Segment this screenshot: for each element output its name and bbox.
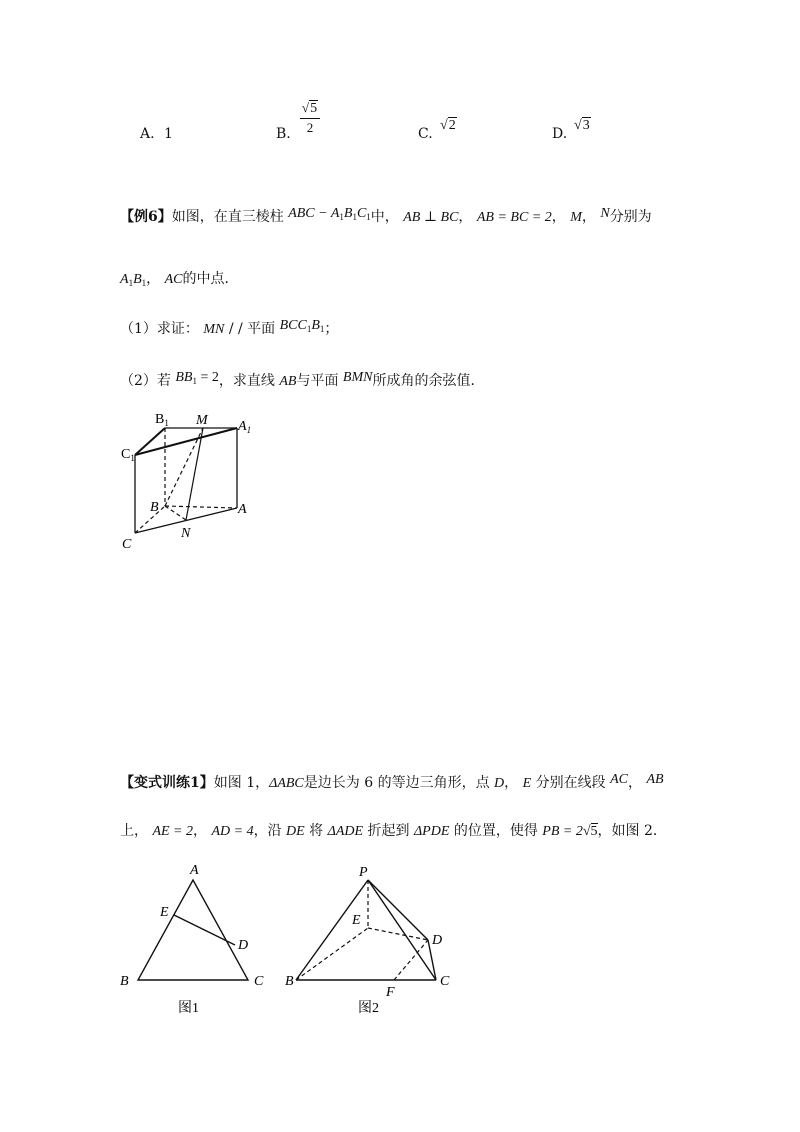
triangle-abc: ΔABC — [269, 776, 304, 791]
q2-bmn: BMN — [342, 370, 373, 385]
edge-pb — [296, 880, 368, 980]
fig2-caption: 图2 — [358, 1001, 379, 1016]
point-d: D — [494, 776, 505, 791]
punct: ， — [627, 775, 642, 791]
fig1-label-d: D — [238, 938, 249, 953]
example6-line2-end: 的中点． — [182, 271, 239, 287]
fig2-label-e: E — [352, 913, 361, 928]
label-n: N — [181, 526, 191, 541]
variant-text7: ，如图 2． — [597, 823, 667, 839]
segment-ab-label: AB — [646, 772, 664, 787]
example6-tag: 【例6】 — [120, 209, 172, 225]
label-a: A — [238, 502, 247, 517]
q2-bb1: $BB_1 = 2$ — [175, 370, 219, 386]
choice-c-label: C. — [418, 126, 433, 142]
fig2-label-b: B — [285, 974, 294, 989]
fig2-label-d: D — [432, 933, 443, 948]
point-e: E — [522, 776, 532, 791]
triangle-ade: ΔADE — [327, 824, 364, 839]
label-c1: $C_1$ — [121, 447, 135, 463]
fig1-label-c: C — [254, 974, 264, 989]
choice-a-label: A. — [140, 126, 155, 142]
segment-ac: AC — [164, 272, 183, 287]
q2-prefix: （2）若 — [120, 373, 171, 389]
q1-end: ； — [324, 321, 339, 337]
ae-value: AE = 2 — [152, 824, 194, 839]
triangle-pde: ΔPDE — [413, 824, 450, 839]
q1-prefix: （1）求证： — [120, 321, 199, 337]
punct: ， — [458, 209, 473, 225]
label-c: C — [122, 537, 132, 552]
point-n: N — [600, 206, 610, 221]
label-b1: $B_1$ — [155, 412, 169, 428]
punct: ， — [551, 209, 566, 225]
example6-split: 分别为 — [609, 209, 652, 225]
punct: ， — [146, 271, 161, 287]
variant-text5: 折起到 — [367, 823, 410, 839]
point-m: M — [570, 210, 582, 225]
edge-be — [296, 928, 368, 980]
segment-ed — [174, 915, 235, 945]
ad-value: AD = 4 — [211, 824, 254, 839]
variant-text1: 如图 1， — [213, 775, 270, 791]
variant-text2: 是边长为 6 的等边三角形，点 — [303, 775, 490, 791]
choice-d-label: D. — [552, 126, 568, 142]
edge-ed — [368, 928, 428, 940]
prism-name: ABC − $A_1B_1C_1$ — [288, 206, 371, 222]
q1-mid: / / 平面 — [224, 321, 276, 337]
punct: ，沿 — [253, 823, 282, 839]
label-m: M — [196, 413, 208, 428]
fig2-label-p: P — [359, 865, 368, 880]
choice-c-value: √2 — [440, 118, 456, 133]
fig2-label-c: C — [440, 974, 450, 989]
perp-relation: AB ⊥ BC — [403, 210, 459, 225]
edge-pd — [368, 880, 428, 940]
choice-b-denominator: 2 — [306, 120, 314, 135]
fig1-label-b: B — [120, 974, 129, 989]
variant-line2-a: 上， — [120, 823, 148, 839]
q2-mid: ，求直线 — [218, 373, 275, 389]
choice-d-value: √3 — [574, 118, 590, 133]
choice-b-label: B. — [276, 126, 291, 142]
pb-value: PB = 2√5 — [542, 824, 598, 839]
figure1-triangle — [138, 880, 248, 980]
q2-end: 所成角的余弦值． — [372, 373, 485, 389]
length-relation: AB = BC = 2 — [476, 210, 552, 225]
variant-text6: 的位置，使得 — [453, 823, 538, 839]
q2-ab: AB — [279, 374, 297, 389]
fig2-label-f: F — [386, 985, 395, 1000]
punct: ， — [504, 775, 519, 791]
segment-a1b1: $A_1B_1$ — [120, 272, 147, 288]
variant-text3: 分别在线段 — [535, 775, 606, 791]
choice-b-numerator: √5 — [301, 100, 318, 116]
q2-mid2: 与平面 — [296, 373, 339, 389]
variant-text4: 将 — [309, 823, 324, 839]
punct: ， — [581, 209, 596, 225]
fig1-label-a: A — [190, 863, 199, 878]
punct: ， — [193, 823, 208, 839]
fig1-caption: 图1 — [178, 1001, 199, 1016]
example6-intro: 如图，在直三棱柱 — [171, 209, 284, 225]
q1-mn: MN — [203, 322, 225, 337]
choice-a-value: 1 — [164, 126, 173, 142]
label-b: B — [150, 500, 159, 515]
fig1-label-e: E — [160, 905, 169, 920]
example6-mid: 中， — [370, 209, 399, 225]
q1-plane: $BCC_1B_1$ — [279, 318, 325, 334]
variant-tag: 【变式训练1】 — [120, 775, 214, 791]
segment-de: DE — [286, 824, 305, 839]
label-a1: $A_1$ — [238, 419, 252, 435]
segment-ac-label: AC — [610, 772, 628, 787]
